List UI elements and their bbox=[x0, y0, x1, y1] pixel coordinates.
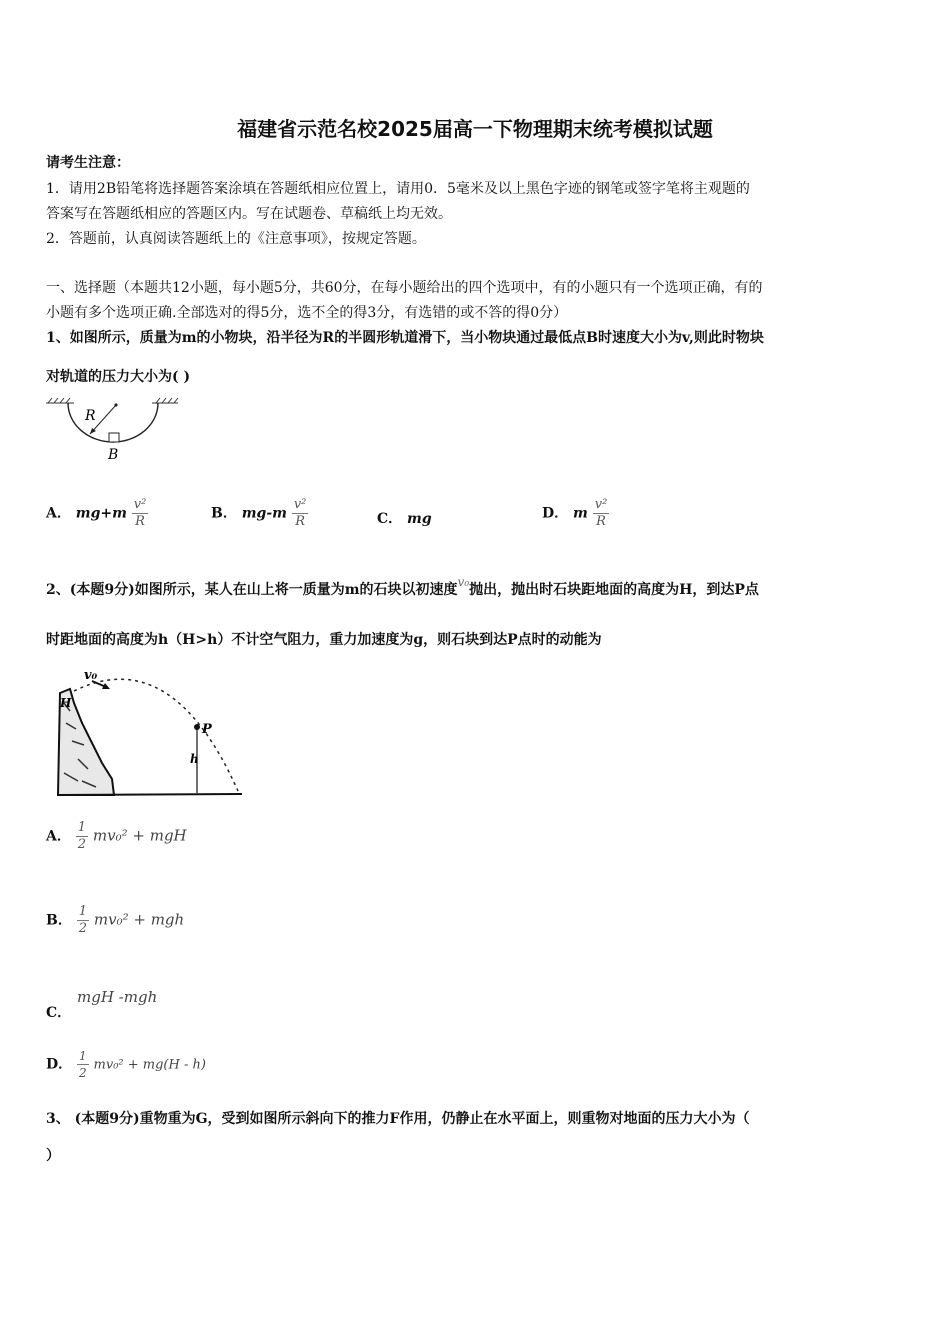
option-text: mg+m bbox=[75, 505, 127, 522]
option-label: A． bbox=[46, 828, 71, 845]
option-label: A． bbox=[46, 505, 71, 522]
fraction-numerator: v² bbox=[133, 497, 147, 512]
q1-stem-line-1: 1、如图所示，质量为m的小物块，沿半径为R的半圆形轨道滑下，当小物块通过最低点B时速度大小为v,则此时物块 bbox=[46, 330, 764, 346]
option-expression: mv₀² + mgH bbox=[92, 826, 187, 845]
q2-stem-text-b: 抛出，抛出时石块距地面的高度为H，到达P点 bbox=[469, 582, 759, 598]
notice-line-1a: 1．请用2B铅笔将选择题答案涂填在答题纸相应位置上，请用0．5毫米及以上黑色字迹的钢笔或签字笔将主观题的 bbox=[46, 181, 750, 197]
q1-wall-hatch-left bbox=[46, 398, 74, 403]
q1-label-R: R bbox=[85, 408, 96, 424]
q2-ground bbox=[58, 794, 242, 795]
fraction bbox=[76, 820, 88, 853]
fraction-denominator: R bbox=[596, 514, 606, 529]
fraction-numerator: 1 bbox=[78, 904, 87, 919]
option-label: B． bbox=[211, 505, 237, 522]
q2-v0-symbol: v₀ bbox=[457, 575, 470, 589]
q2-projectile-figure bbox=[52, 663, 247, 803]
q2-option-b[interactable] bbox=[46, 904, 184, 937]
q3-stem-line-2: ） bbox=[46, 1148, 60, 1164]
option-text: m bbox=[573, 505, 588, 522]
option-label: C． bbox=[46, 1005, 72, 1021]
q1-option-d[interactable] bbox=[542, 497, 609, 530]
fraction-numerator: 1 bbox=[77, 820, 87, 835]
fraction-numerator: 1 bbox=[79, 1049, 87, 1063]
option-label: B． bbox=[46, 912, 72, 929]
q2-option-d[interactable] bbox=[46, 1048, 206, 1081]
notice-line-1b: 答案写在答题纸相应的答题区内。写在试题卷、草稿纸上均无效。 bbox=[46, 206, 452, 222]
option-label: D． bbox=[542, 505, 569, 522]
option-expression: mgH -mgh bbox=[77, 988, 158, 1006]
option-text: mg bbox=[407, 511, 432, 527]
fraction-denominator: 2 bbox=[79, 1066, 87, 1080]
q1-center-dot bbox=[114, 403, 117, 406]
q1-option-a[interactable] bbox=[46, 497, 148, 530]
fraction bbox=[77, 1048, 89, 1081]
fraction-denominator: 2 bbox=[77, 837, 87, 852]
fraction bbox=[77, 904, 89, 937]
q1-wall-hatch-right bbox=[152, 398, 178, 403]
fraction-numerator: v² bbox=[594, 497, 608, 512]
section-heading-line-2: 小题有多个选项正确.全部选对的得5分，选不全的得3分，有选错的或不答的得0分） bbox=[46, 305, 568, 321]
option-text: mg-m bbox=[241, 505, 287, 522]
notice-heading: 请考生注意： bbox=[46, 155, 130, 171]
q1-option-c[interactable] bbox=[377, 508, 432, 528]
fraction-denominator: 2 bbox=[78, 921, 87, 936]
fraction-denominator: R bbox=[295, 514, 305, 529]
q1-option-b[interactable] bbox=[211, 497, 308, 530]
q1-semicircle-figure bbox=[44, 395, 184, 465]
page-title: 福建省示范名校2025届高一下物理期末统考模拟试题 bbox=[237, 117, 713, 141]
fraction bbox=[132, 497, 149, 530]
q2-label-H: H bbox=[60, 696, 72, 710]
fraction bbox=[292, 497, 309, 530]
q1-label-B: B bbox=[108, 447, 119, 463]
fraction bbox=[593, 497, 610, 530]
option-expression: mv₀² + mg(H - h) bbox=[93, 1057, 206, 1073]
q2-stem-text-a: 2、(本题9分)如图所示，某人在山上将一质量为m的石块以初速度 bbox=[46, 582, 458, 598]
q1-stem-line-2: 对轨道的压力大小为( ) bbox=[46, 369, 191, 385]
q2-label-v0: v₀ bbox=[84, 668, 98, 683]
q2-stem-line-2: 时距地面的高度为h（H>h）不计空气阻力，重力加速度为g，则石块到达P点时的动能为 bbox=[46, 632, 602, 648]
q2-label-h: h bbox=[190, 752, 199, 766]
option-label: C． bbox=[377, 511, 403, 527]
q2-option-a[interactable] bbox=[46, 820, 187, 853]
fraction-numerator: v² bbox=[293, 497, 307, 512]
fraction-denominator: R bbox=[135, 514, 145, 529]
option-label: D． bbox=[46, 1056, 73, 1073]
q1-block bbox=[109, 433, 119, 442]
notice-line-2: 2．答题前，认真阅读答题纸上的《注意事项》，按规定答题。 bbox=[46, 231, 426, 247]
q2-stem-line-1 bbox=[46, 575, 759, 599]
option-expression: mv₀² + mgh bbox=[93, 910, 185, 929]
section-heading-line-1: 一、选择题（本题共12小题，每小题5分，共60分，在每小题给出的四个选项中，有的小题只有一个选项正确，有的 bbox=[46, 280, 763, 296]
q3-stem-line-1: 3、 (本题9分)重物重为G，受到如图所示斜向下的推力F作用，仍静止在水平面上，则重物对地面的压力大小为（ bbox=[46, 1111, 750, 1127]
q2-label-P: P bbox=[202, 722, 212, 737]
